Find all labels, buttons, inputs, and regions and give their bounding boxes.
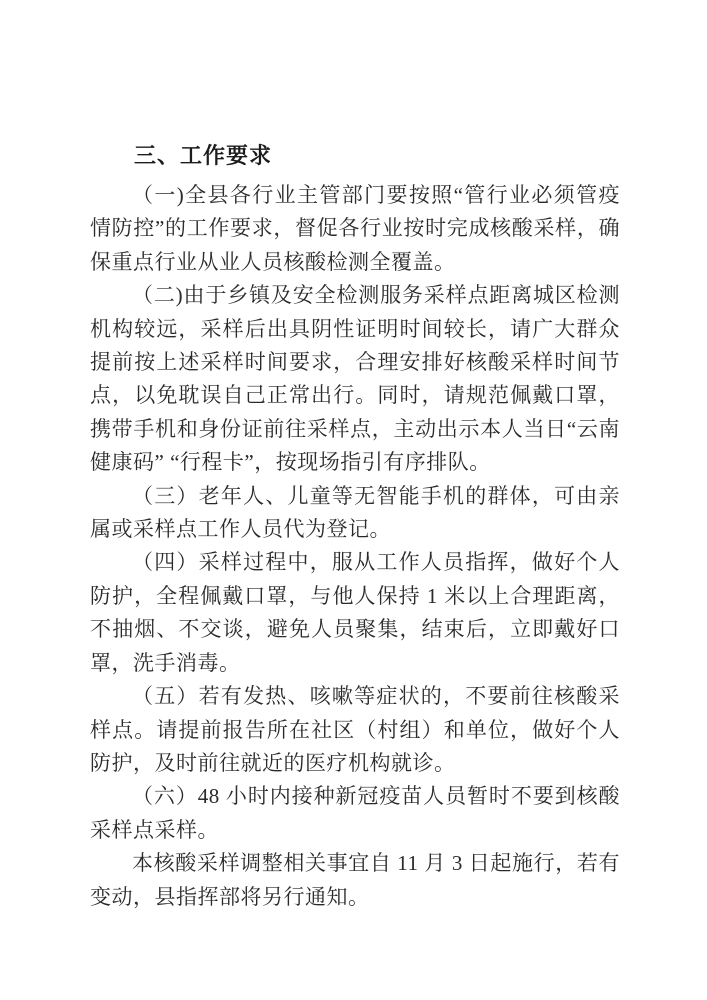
section-heading: 三、工作要求 (134, 143, 273, 168)
paragraph-6: （六）48 小时内接种新冠疫苗人员暂时不要到核酸采样点采样。 (90, 784, 620, 842)
paragraph-5: （五）若有发热、咳嗽等症状的，不要前往核酸采样点。请提前报告所在社区（村组）和单位，做好个人防护，及时前往就近的医疗机构就诊。 (90, 684, 620, 775)
paragraph-4: （四）采样过程中，服从工作人员指挥，做好个人防护，全程佩戴口罩，与他人保持 1 米以上合理距离，不抽烟、不交谈，避免人员聚集，结束后，立即戴好口罩，洗手消毒。 (90, 550, 620, 675)
paragraph-1: （一)全县各行业主管部门要按照“管行业必须管疫情防控”的工作要求，督促各行业按时完成核酸采样，确保重点行业从业人员核酸检测全覆盖。 (90, 183, 620, 274)
closing-paragraph: 本核酸采样调整相关事宜自 11 月 3 日起施行，若有变动，县指挥部将另行通知。 (90, 851, 620, 909)
paragraph-3: （三）老年人、儿童等无智能手机的群体，可由亲属或采样点工作人员代为登记。 (90, 483, 620, 542)
paragraph-2: （二)由于乡镇及安全检测服务采样点距离城区检测机构较远，采样后出具阴性证明时间较长，请广大群众提前按上述采样时间要求，合理安排好核酸采样时间节点，以免耽误自己正常出行。同时，请规范佩戴口罩，携带手机和身份证前往采样点，主动出示本人当日“云南健康码” “行程卡”，按现场指引有序排队。 (90, 283, 620, 475)
